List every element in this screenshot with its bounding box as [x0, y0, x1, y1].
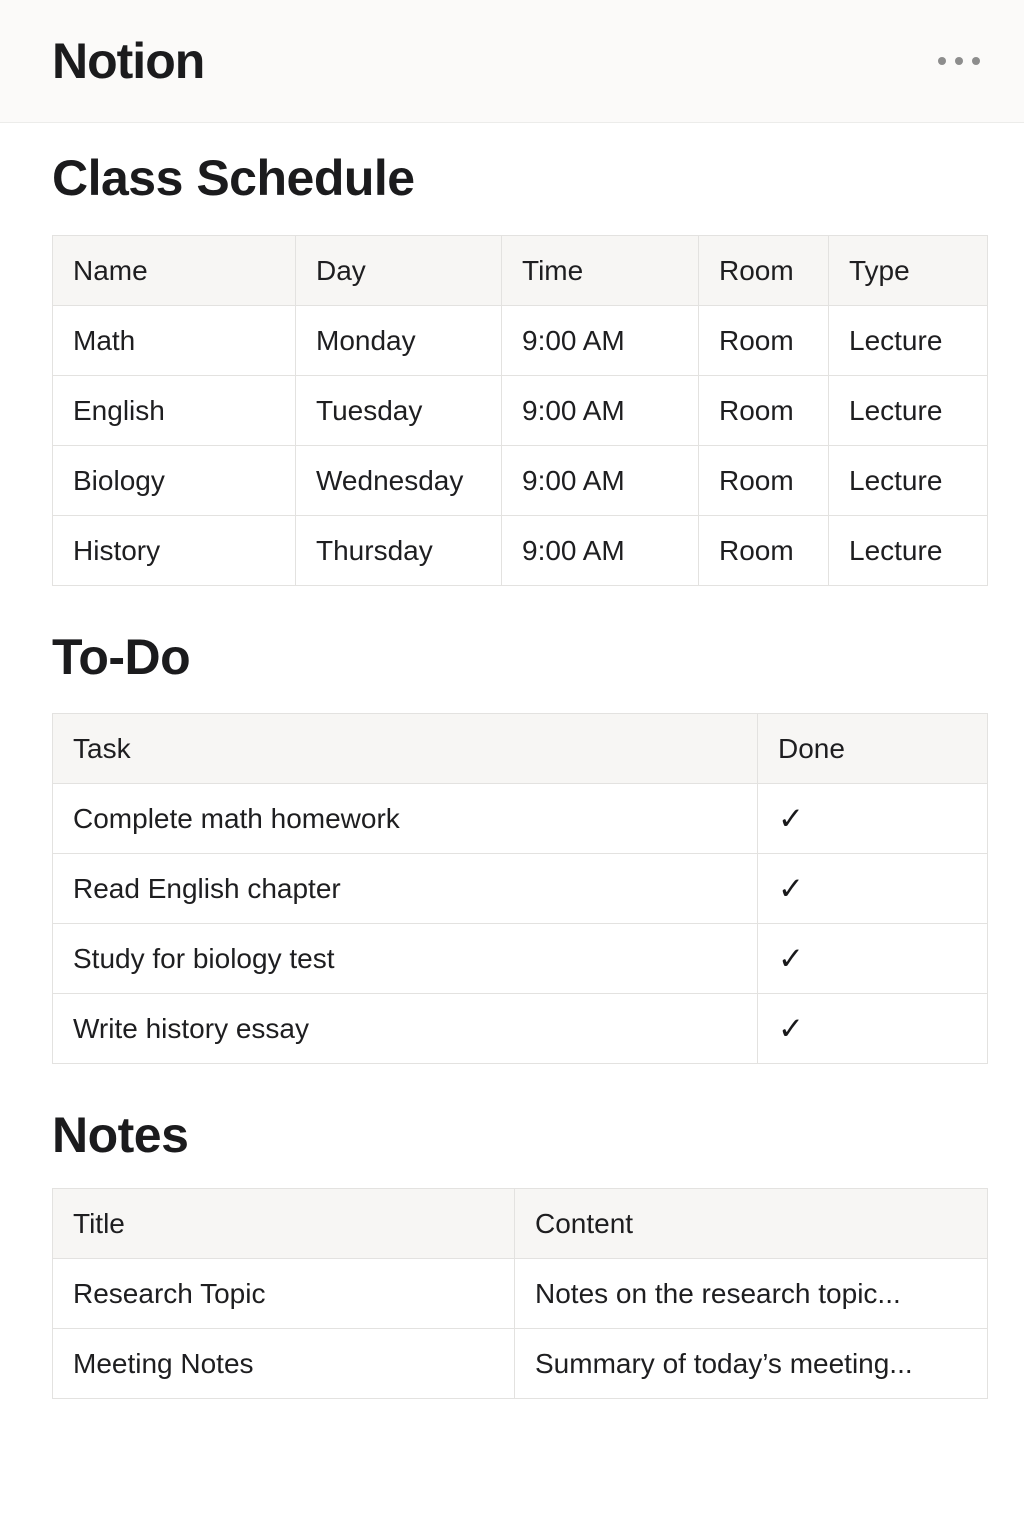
notes-column-header-title[interactable]: Title [53, 1189, 515, 1259]
top-bar [0, 0, 1024, 123]
schedule-column-header-room[interactable]: Room [699, 236, 829, 306]
table-cell[interactable]: Wednesday [296, 446, 502, 516]
table-cell[interactable]: Room [699, 376, 829, 446]
table-cell[interactable]: English [53, 376, 296, 446]
checkmark-icon[interactable]: ✓ [758, 924, 988, 994]
table-cell[interactable]: Study for biology test [53, 924, 758, 994]
table-row [53, 1259, 988, 1329]
class-schedule-table [52, 235, 988, 586]
class-schedule-heading: Class Schedule [52, 150, 415, 206]
ellipsis-icon [955, 57, 963, 65]
table-cell[interactable]: Research Topic [53, 1259, 515, 1329]
table-row [53, 446, 988, 516]
todo-column-header-task[interactable]: Task [53, 714, 758, 784]
table-cell[interactable]: Lecture [829, 446, 988, 516]
table-header-row [53, 714, 988, 784]
ellipsis-icon [972, 57, 980, 65]
notes-column-header-content[interactable]: Content [515, 1189, 988, 1259]
table-cell[interactable]: Notes on the research topic... [515, 1259, 988, 1329]
todo-heading: To-Do [52, 629, 191, 685]
schedule-column-header-time[interactable]: Time [502, 236, 699, 306]
table-cell[interactable]: Math [53, 306, 296, 376]
table-cell[interactable]: Read English chapter [53, 854, 758, 924]
notes-heading: Notes [52, 1107, 189, 1163]
schedule-column-header-name[interactable]: Name [53, 236, 296, 306]
table-cell[interactable]: 9:00 AM [502, 516, 699, 586]
table-cell[interactable]: Meeting Notes [53, 1329, 515, 1399]
schedule-column-header-day[interactable]: Day [296, 236, 502, 306]
table-cell[interactable]: Summary of today’s meeting... [515, 1329, 988, 1399]
page-content [0, 150, 1024, 1399]
table-row [53, 376, 988, 446]
checkmark-icon[interactable]: ✓ [758, 784, 988, 854]
table-row [53, 854, 988, 924]
table-header-row [53, 236, 988, 306]
table-row [53, 994, 988, 1064]
table-cell[interactable]: Monday [296, 306, 502, 376]
table-cell[interactable]: Complete math homework [53, 784, 758, 854]
schedule-column-header-type[interactable]: Type [829, 236, 988, 306]
table-cell[interactable]: Room [699, 306, 829, 376]
table-cell[interactable]: Room [699, 516, 829, 586]
table-cell[interactable]: 9:00 AM [502, 446, 699, 516]
table-header-row [53, 1189, 988, 1259]
table-row [53, 306, 988, 376]
notes-table [52, 1188, 988, 1399]
table-row [53, 1329, 988, 1399]
table-row [53, 784, 988, 854]
checkmark-icon[interactable]: ✓ [758, 994, 988, 1064]
table-row [53, 516, 988, 586]
table-cell[interactable]: History [53, 516, 296, 586]
table-cell[interactable]: Biology [53, 446, 296, 516]
table-row [53, 924, 988, 994]
table-cell[interactable]: Thursday [296, 516, 502, 586]
todo-table [52, 713, 988, 1064]
table-cell[interactable]: Write history essay [53, 994, 758, 1064]
table-cell[interactable]: 9:00 AM [502, 306, 699, 376]
table-cell[interactable]: Tuesday [296, 376, 502, 446]
more-options-button[interactable] [934, 49, 984, 73]
app-title: Notion [52, 33, 205, 89]
table-cell[interactable]: Lecture [829, 376, 988, 446]
table-cell[interactable]: Lecture [829, 516, 988, 586]
table-cell[interactable]: 9:00 AM [502, 376, 699, 446]
table-cell[interactable]: Lecture [829, 306, 988, 376]
ellipsis-icon [938, 57, 946, 65]
checkmark-icon[interactable]: ✓ [758, 854, 988, 924]
todo-column-header-done[interactable]: Done [758, 714, 988, 784]
table-cell[interactable]: Room [699, 446, 829, 516]
